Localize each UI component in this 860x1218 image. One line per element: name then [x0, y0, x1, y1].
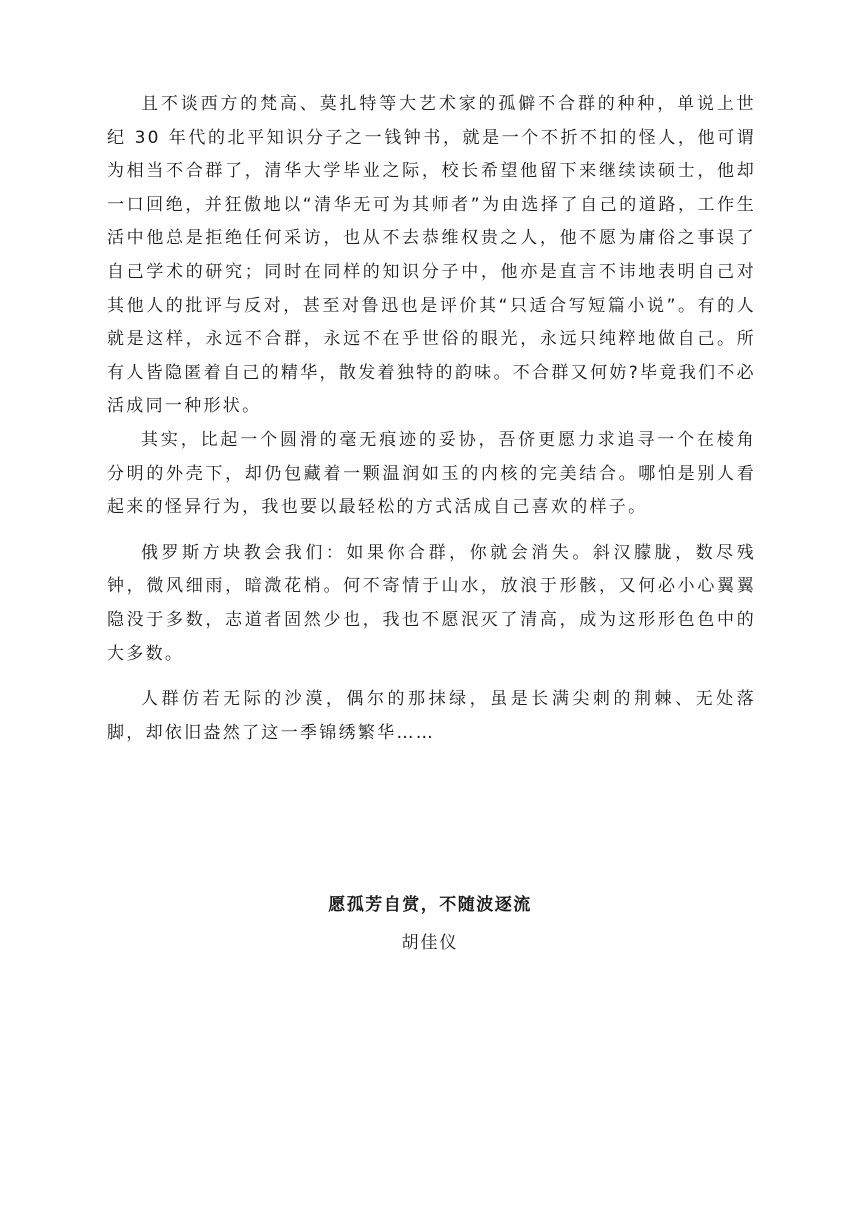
- author-name: 胡佳仪: [401, 933, 459, 953]
- body-paragraph-1: 且不谈西方的梵高、莫扎特等大艺术家的孤僻不合群的种种，单说上世纪 30 年代的北平知识分子之一钱钟书，就是一个不折不扣的怪人，他可谓为相当不合群了，清华大学毕业之际，校长希望他留下来继续读硕士，他却一口回绝，并狂傲地以“清华无可为其师者”为由选择了自己的道路，工作生活中他总是拒绝任何采访，也从不去恭维权贵之人，他不愿为庸俗之事误了自己学术的研究；同时在同样的知识分子中，他亦是直言不讳地表明自己对其他人的批评与反对，甚至对鲁迅也是评价其“只适合写短篇小说”。有的人就是这样，永远不合群，永远不在乎世俗的眼光，永远只纯粹地做自己。所有人皆隐匿着自己的精华，散发着独特的韵味。不合群又何妨?毕竟我们不必活成同一种形状。: [107, 94, 756, 417]
- body-paragraph-2: 其实，比起一个圆滑的毫无痕迹的妥协，吾侪更愿力求追寻一个在棱角分明的外壳下，却仍包藏着一颗温润如玉的内核的完美结合。哪怕是别人看起来的怪异行为，我也要以最轻松的方式活成自己喜欢的样子。: [107, 429, 756, 518]
- body-paragraph-3: 俄罗斯方块教会我们：如果你合群，你就会消失。斜汉朦胧，数尽残钟，微风细雨，暗溦花梢。何不寄情于山水，放浪于形骸，又何必小心翼翼隐没于多数，志道者固然少也，我也不愿泯灭了清高，成为这形形色色中的大多数。: [107, 542, 756, 664]
- body-paragraph-4: 人群仿若无际的沙漠，偶尔的那抹绿，虽是长满尖刺的荆棘、无处落脚，却依旧盎然了这一季锦绣繁华……: [107, 689, 756, 743]
- article-title: 愿孤芳自赏，不随波逐流: [328, 895, 532, 915]
